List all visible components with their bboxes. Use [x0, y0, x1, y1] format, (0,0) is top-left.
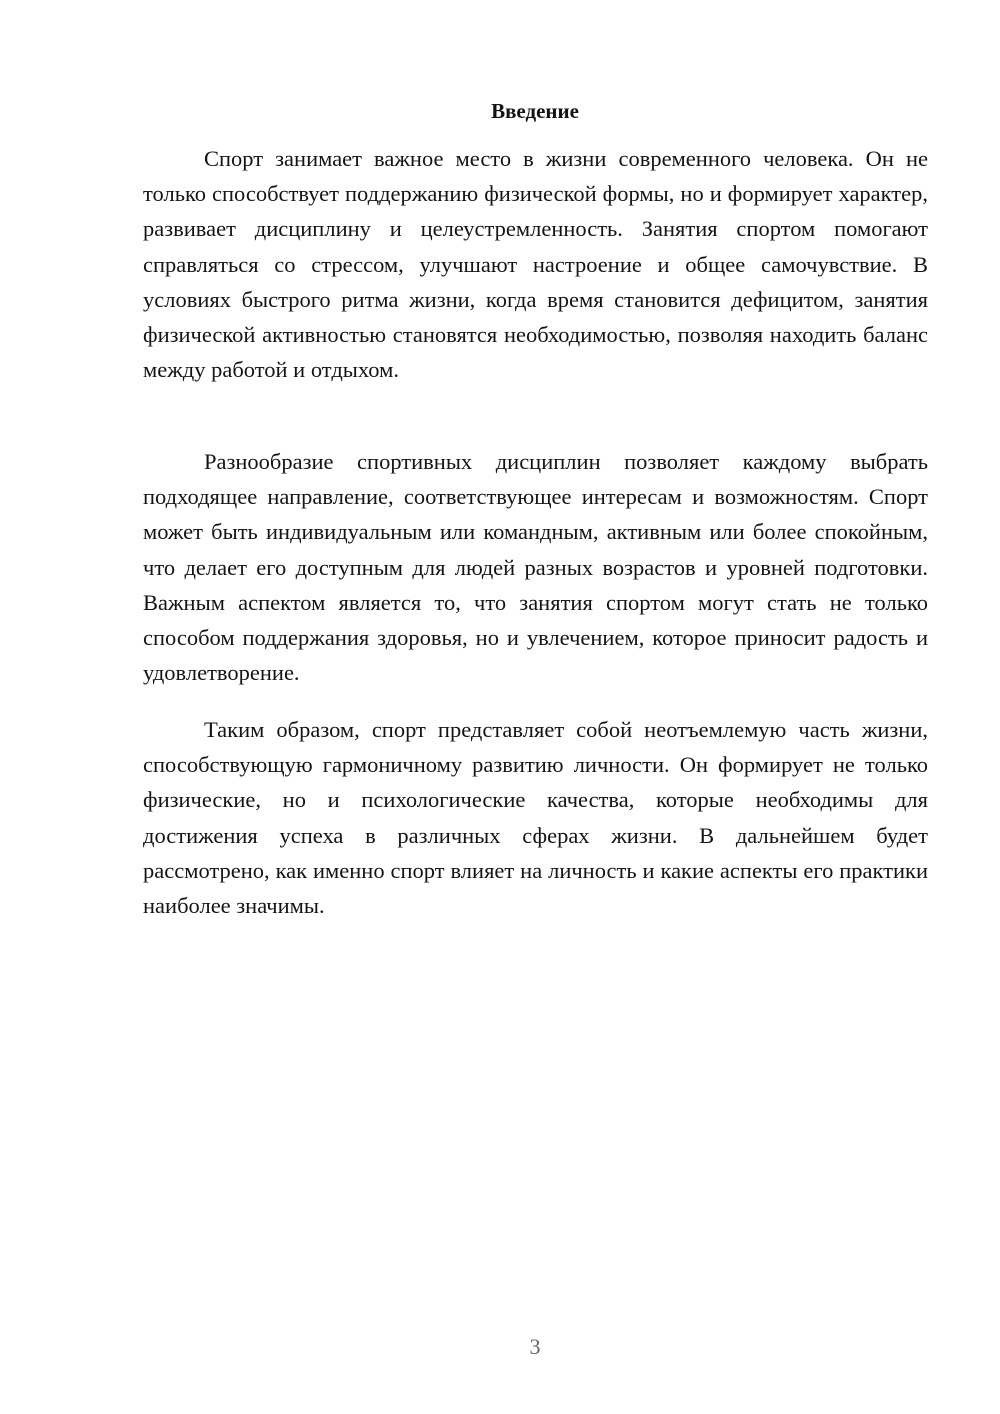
- paragraph-2: Разнообразие спортивных дисциплин позволяет каждому выбрать подходящее направление, соответствующее интересам и возможностям. Спорт может быть индивидуальным или командным, активным или более спокойным, что делает его доступным для людей разных возрастов и уровней подготовки. Важным аспектом является то, что занятия спортом могут стать не только способом поддержания здоровья, но и увлечением, которое приносит радость и удовлетворение.: [143, 449, 928, 686]
- page-number: 3: [529, 1334, 541, 1359]
- paragraph-3: Таким образом, спорт представляет собой неотъемлемую часть жизни, способствующую гармоничному развитию личности. Он формирует не только физические, но и психологические качества, которые необходимы для достижения успеха в различных сферах жизни. В дальнейшем будет рассмотрено, как именно спорт влияет на личность и какие аспекты его практики наиболее значимы.: [143, 717, 928, 919]
- paragraph-1: Спорт занимает важное место в жизни современного человека. Он не только способствует поддержанию физической формы, но и формирует характер, развивает дисциплину и целеустремленность. Занятия спортом помогают справляться со стрессом, улучшают настроение и общее самочувствие. В условиях быстрого ритма жизни, когда время становится дефицитом, занятия физической активностью становятся необходимостью, позволяя находить баланс между работой и отдыхом.: [143, 146, 928, 383]
- section-title: Введение: [491, 99, 579, 123]
